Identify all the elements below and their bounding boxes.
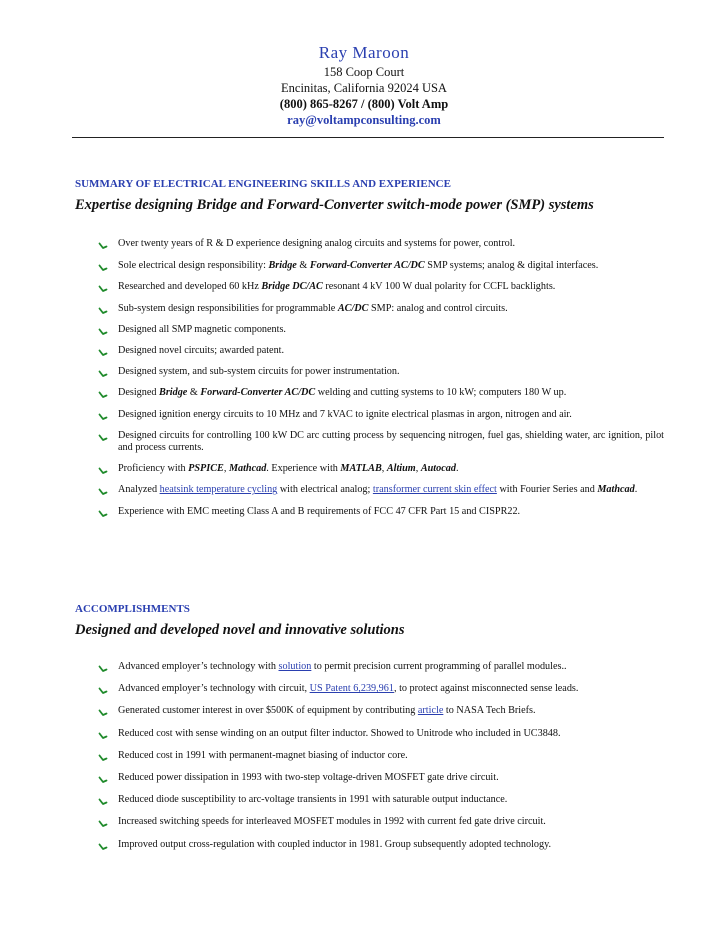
list-item [98, 366, 664, 378]
skills-heading: SUMMARY OF ELECTRICAL ENGINEERING SKILLS AND EXPERIENCE [75, 178, 451, 190]
green-check-arrow-icon [98, 347, 108, 357]
item-text: . [455, 463, 459, 475]
header-divider [72, 137, 664, 138]
inline-link[interactable]: heatsink temperature cycling [159, 484, 278, 496]
green-check-arrow-icon [98, 685, 108, 695]
list-item [98, 839, 664, 851]
green-check-arrow-icon [98, 283, 108, 293]
item-text: Designed circuits for controlling 100 kW DC arc cutting process by sequencing nitrogen, fuel gas, shielding water, arc ignition, pilot and process currents. [118, 429, 664, 454]
item-text: with electrical analog; [277, 484, 373, 496]
item-text: , to protect against misconnected sense leads. [393, 683, 579, 695]
item-text: & [187, 387, 201, 399]
green-check-arrow-icon [98, 707, 108, 717]
green-check-arrow-icon [98, 796, 108, 806]
item-text: & [296, 260, 310, 272]
green-check-arrow-icon [98, 432, 108, 442]
list-item [98, 303, 664, 315]
emphasis-text: Bridge DC/AC [261, 281, 323, 293]
inline-link[interactable]: solution [278, 661, 312, 672]
list-item [98, 683, 664, 695]
item-text: Reduced diode susceptibility to arc-voltage transients in 1991 with saturable output inductance. [118, 794, 508, 806]
item-text: Sole electrical design responsibility: [118, 260, 269, 272]
emphasis-text: Bridge [159, 387, 188, 399]
item-text: Designed ignition energy circuits to 10 MHz and 7 kVAC to ignite electrical plasmas in argon, nitrogen and air. [118, 408, 572, 420]
item-text: . Experience with [266, 463, 341, 475]
list-item [98, 484, 664, 496]
emphasis-text: Autocad [420, 463, 456, 475]
item-text: , [415, 463, 421, 475]
accomplishments-list [98, 661, 664, 861]
item-text: Advanced employer’s technology with [118, 661, 279, 672]
skills-list [98, 238, 664, 527]
emphasis-text: Forward-Converter AC/DC [309, 260, 425, 272]
item-text: with Fourier Series and [496, 484, 598, 496]
green-check-arrow-icon [98, 240, 108, 250]
item-text: , [223, 463, 229, 475]
inline-link[interactable]: US Patent 6,239,961 [309, 683, 394, 695]
item-text: resonant 4 kV 100 W dual polarity for CCFL backlights. [322, 281, 556, 293]
green-check-arrow-icon [98, 730, 108, 740]
item-text: Reduced cost in 1991 with permanent-magnet biasing of inductor core. [118, 749, 408, 761]
item-text: Reduced power dissipation in 1993 with two-step voltage-driven MOSFET gate drive circuit. [118, 772, 499, 784]
list-item [98, 661, 664, 673]
emphasis-text: MATLAB [340, 463, 382, 475]
skills-subheading: Expertise designing Bridge and Forward-Converter switch-mode power (SMP) systems [75, 197, 594, 213]
list-item [98, 728, 664, 740]
emphasis-text: PSPICE [188, 463, 224, 475]
list-item [98, 463, 664, 475]
list-item [98, 816, 664, 828]
inline-link[interactable]: article [417, 705, 444, 717]
list-item [98, 506, 664, 518]
item-text: . [634, 484, 638, 496]
emphasis-text: Bridge [268, 260, 297, 272]
list-item [98, 238, 664, 250]
list-item [98, 260, 664, 272]
candidate-name: Ray Maroon [318, 43, 410, 62]
green-check-arrow-icon [98, 305, 108, 315]
accomplishments-subheading: Designed and developed novel and innovative solutions [75, 622, 405, 638]
accomplishments-heading: ACCOMPLISHMENTS [75, 603, 190, 615]
green-check-arrow-icon [98, 663, 108, 673]
green-check-arrow-icon [98, 262, 108, 272]
list-item [98, 772, 664, 784]
street-address: 158 Coop Court [323, 65, 405, 79]
item-text: SMP systems; analog & digital interfaces. [424, 260, 599, 272]
list-item [98, 345, 664, 357]
green-check-arrow-icon [98, 486, 108, 496]
item-text: Sub-system design responsibilities for programmable [118, 302, 338, 314]
inline-link[interactable]: transformer current skin effect [372, 484, 497, 496]
list-item [98, 387, 664, 399]
item-text: Generated customer interest in over $500K of equipment by contributing [118, 705, 418, 717]
list-item [98, 794, 664, 806]
list-item [98, 705, 664, 717]
item-text: Over twenty years of R & D experience designing analog circuits and systems for power, control. [118, 238, 516, 249]
item-text: Designed novel circuits; awarded patent. [118, 345, 285, 357]
green-check-arrow-icon [98, 368, 108, 378]
green-check-arrow-icon [98, 326, 108, 336]
green-check-arrow-icon [98, 818, 108, 828]
green-check-arrow-icon [98, 841, 108, 851]
green-check-arrow-icon [98, 465, 108, 475]
item-text: Advanced employer’s technology with circuit, [118, 683, 310, 695]
item-text: Improved output cross-regulation with coupled inductor in 1981. Group subsequently adopted technology. [118, 838, 552, 850]
green-check-arrow-icon [98, 411, 108, 421]
item-text: , [381, 463, 387, 475]
contact-header [0, 42, 728, 128]
green-check-arrow-icon [98, 508, 108, 518]
item-text: welding and cutting systems to 10 kW; computers 180 W up. [315, 387, 567, 399]
item-text: Designed all SMP magnetic components. [118, 323, 286, 335]
item-text: Experience with EMC meeting Class A and B requirements of FCC 47 CFR Part 15 and CISPR22. [118, 505, 521, 517]
item-text: to NASA Tech Briefs. [443, 705, 536, 717]
green-check-arrow-icon [98, 774, 108, 784]
item-text: Researched and developed 60 kHz [118, 281, 262, 293]
item-text: Analyzed [118, 484, 160, 496]
email-link[interactable]: ray@voltampconsulting.com [287, 113, 441, 127]
item-text: Designed [118, 387, 160, 399]
emphasis-text: Mathcad [597, 484, 635, 496]
list-item [98, 324, 664, 336]
emphasis-text: Mathcad [228, 463, 267, 475]
item-text: Designed system, and sub-system circuits for power instrumentation. [118, 366, 400, 378]
city-address: Encinitas, California 92024 USA [281, 81, 447, 95]
list-item [98, 750, 664, 762]
list-item [98, 409, 664, 421]
item-text: Reduced cost with sense winding on an output filter inductor. Showed to Unitrode who included in UC3848. [118, 727, 561, 739]
phone-numbers: (800) 865-8267 / (800) Volt Amp [279, 97, 449, 111]
green-check-arrow-icon [98, 389, 108, 399]
item-text: Proficiency with [118, 463, 189, 475]
green-check-arrow-icon [98, 752, 108, 762]
emphasis-text: Forward-Converter AC/DC [200, 387, 316, 399]
emphasis-text: Altium [386, 463, 416, 475]
list-item [98, 281, 664, 293]
item-text: to permit precision current programming of parallel modules.. [311, 661, 567, 672]
item-text: SMP: analog and control circuits. [368, 302, 508, 314]
list-item [98, 430, 664, 454]
emphasis-text: AC/DC [337, 302, 369, 314]
item-text: Increased switching speeds for interleaved MOSFET modules in 1992 with current fed gate drive circuit. [118, 816, 546, 828]
